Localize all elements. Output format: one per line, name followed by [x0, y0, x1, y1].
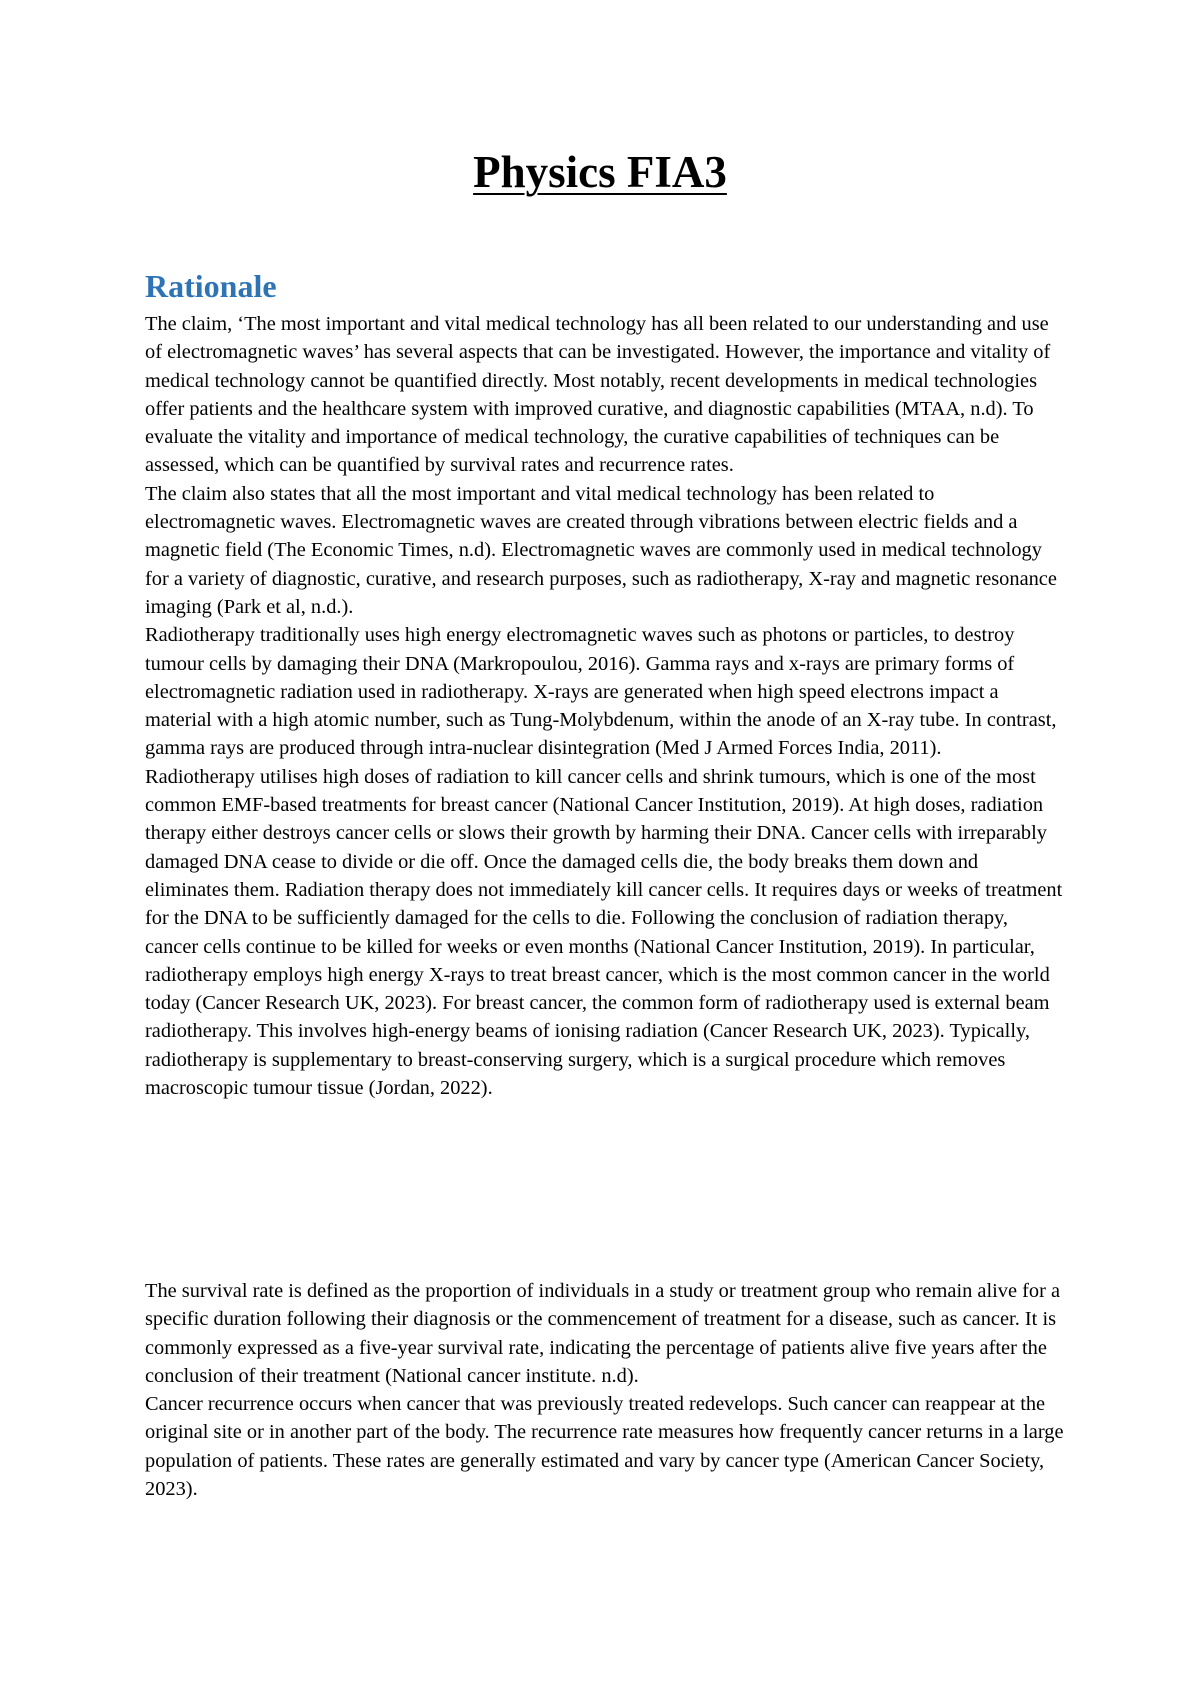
- paragraph-recurrence-rate: Cancer recurrence occurs when cancer that was previously treated redevelops. Such cancer can reappear at the original site or in another part of the body. The recurrence rate measures how frequently cancer returns in a large population of patients. These rates are generally estimated and vary by cancer type (American Cancer Society, 2023).: [145, 1393, 1064, 1501]
- paragraph-claim-intro: The claim, ‘The most important and vital medical technology has all been related to our understanding and use of electromagnetic waves’ has several aspects that can be investigated. However, the importance and vitality of medical technology cannot be quantified directly. Most notably, recent developments in medical technologies offer patients and the healthcare system with improved curative, and diagnostic capabilities (MTAA, n.d). To evaluate the vitality and importance of medical technology, the curative capabilities of techniques can be assessed, which can be quantified by survival rates and recurrence rates.: [145, 313, 1051, 477]
- paragraph-electromagnetic-waves: The claim also states that all the most important and vital medical technology has been related to electromagnetic waves. Electromagnetic waves are created through vibrations between electric fields and a magnetic field (The Economic Times, n.d). Electromagnetic waves are commonly used in medical technology for a variety of diagnostic, curative, and research purposes, such as radiotherapy, X-ray and magnetic resonance imaging (Park et al, n.d.).: [145, 482, 1057, 618]
- section-heading-rationale: Rationale: [145, 268, 277, 304]
- paragraph-survival-rate: The survival rate is defined as the proportion of individuals in a study or treatment group who remain alive for a specific duration following their diagnosis or the commencement of treatment for a disease, such as cancer. It is commonly expressed as a five-year survival rate, indicating the percentage of patients alive five years after the conclusion of their treatment (National cancer institute. n.d).: [145, 1280, 1061, 1387]
- paragraph-radiotherapy-overview: Radiotherapy traditionally uses high energy electromagnetic waves such as photons or particles, to destroy tumour cells by damaging their DNA (Markropoulou, 2016). Gamma rays and x-rays are primary forms of electromagnetic radiation used in radiotherapy. X-rays are generated when high speed electrons impact a material with a high atomic number, such as Tung-Molybdenum, within the anode of an X-ray tube. In contrast, gamma rays are produced through intra-nuclear disintegration (Med J Armed Forces India, 2011).: [145, 624, 1057, 760]
- document-title: Physics FIA3: [473, 147, 727, 197]
- rationale-body: [145, 310, 1065, 1102]
- rates-body: [145, 1277, 1065, 1503]
- paragraph-radiotherapy-breast-cancer: Radiotherapy utilises high doses of radiation to kill cancer cells and shrink tumours, which is one of the most common EMF-based treatments for breast cancer (National Cancer Institution, 2019). At high doses, radiation therapy either destroys cancer cells or slows their growth by harming their DNA. Cancer cells with irreparably damaged DNA cease to divide or die off. Once the damaged cells die, the body breaks them down and eliminates them. Radiation therapy does not immediately kill cancer cells. It requires days or weeks of treatment for the DNA to be sufficiently damaged for the cells to die. Following the conclusion of radiation therapy, cancer cells continue to be killed for weeks or even months (National Cancer Institution, 2019). In particular, radiotherapy employs high energy X-rays to treat breast cancer, which is the most common cancer in the world today (Cancer Research UK, 2023). For breast cancer, the common form of radiotherapy used is external beam radiotherapy. This involves high-energy beams of ionising radiation (Cancer Research UK, 2023). Typically, radiotherapy is supplementary to breast-conserving surgery, which is a surgical procedure which removes macroscopic tumour tissue (Jordan, 2022).: [145, 765, 1063, 1100]
